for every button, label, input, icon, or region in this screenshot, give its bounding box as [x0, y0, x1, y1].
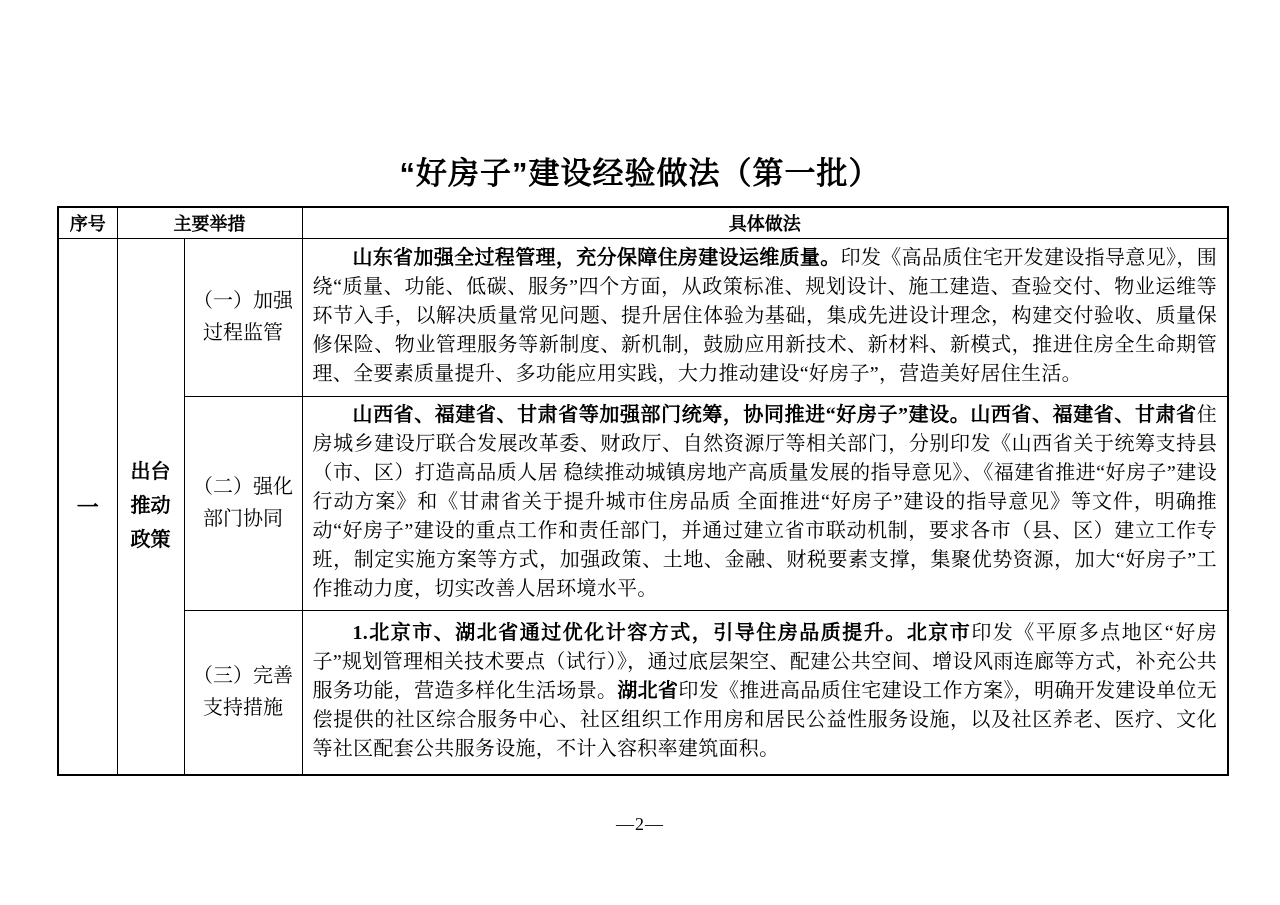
header-serial: 序号	[58, 207, 117, 238]
page-number: —2—	[616, 814, 664, 834]
header-practice: 具体做法	[302, 207, 1228, 238]
table-header-row	[58, 207, 1228, 238]
table-row	[58, 238, 1228, 396]
practice-paragraph: 山东省加强全过程管理，充分保障住房建设运维质量。印发《高品质住宅开发建设指导意见》，围绕“质量、功能、低碳、服务”四个方面，从政策标准、规划设计、施工建造、查验交付、物业运维等环节入手，以解决质量常见问题、提升居住体验为基础，集成先进设计理念，构建交付验收、质量保修保险、物业管理服务等新制度、新机制，鼓励应用新技术、新材料、新模式，推进住房全生命期管理、全要素质量提升、多功能应用实践，大力推动建设“好房子”，营造美好居住生活。	[312, 246, 1218, 385]
experience-table	[57, 206, 1229, 776]
practice-paragraph: 山西省、福建省、甘肃省等加强部门统筹，协同推进“好房子”建设。山西省、福建省、甘肃省住房城乡建设厅联合发展改革委、财政厅、自然资源厅等相关部门，分别印发《山西省关于统筹支持县（市、区）打造高品质人居 稳续推动城镇房地产高质量发展的指导意见》、《福建省推进“好房子”建设行动方案》和《甘肃省关于提升城市住房品质 全面推进“好房子”建设的指导意见》等文件，明确推动“好房子”建设的重点工作和责任部门，并通过建立省市联动机制，要求各市（县、区）建立工作专班，制定实施方案等方式，加强政策、土地、金融、财税要素支撑，集聚优势资源，加大“好房子”工作推动力度，切实改善人居环境水平。	[312, 403, 1217, 600]
practice-content-cell	[302, 396, 1228, 610]
practice-content-cell	[302, 238, 1228, 396]
serial-number-cell: 一	[58, 238, 117, 775]
practice-paragraph: 1.北京市、湖北省通过优化计容方式，引导住房品质提升。北京市印发《平原多点地区“好房子”规划管理相关技术要点（试行）》，通过底层架空、配建公共空间、增设风雨连廊等方式，补充公共服务功能，营造多样化生活场景。湖北省印发《推进高品质住宅建设工作方案》，明确开发建设单位无偿提供的社区综合服务中心、社区组织工作用房和居民公益性服务设施，以及社区养老、医疗、文化等社区配套公共服务设施，不计入容积率建筑面积。	[312, 621, 1217, 760]
practice-content-cell	[302, 610, 1228, 775]
sub-measure-label: （二）强化部门协同	[184, 396, 302, 610]
table-row	[58, 396, 1228, 610]
header-measure: 主要举措	[117, 207, 302, 238]
table-row	[58, 610, 1228, 775]
page-title: “好房子”建设经验做法（第一批）	[399, 156, 881, 191]
main-measure-cell: 出台推动政策	[117, 238, 184, 775]
sub-measure-label: （一）加强过程监管	[184, 238, 302, 396]
sub-measure-label: （三）完善支持措施	[184, 610, 302, 775]
